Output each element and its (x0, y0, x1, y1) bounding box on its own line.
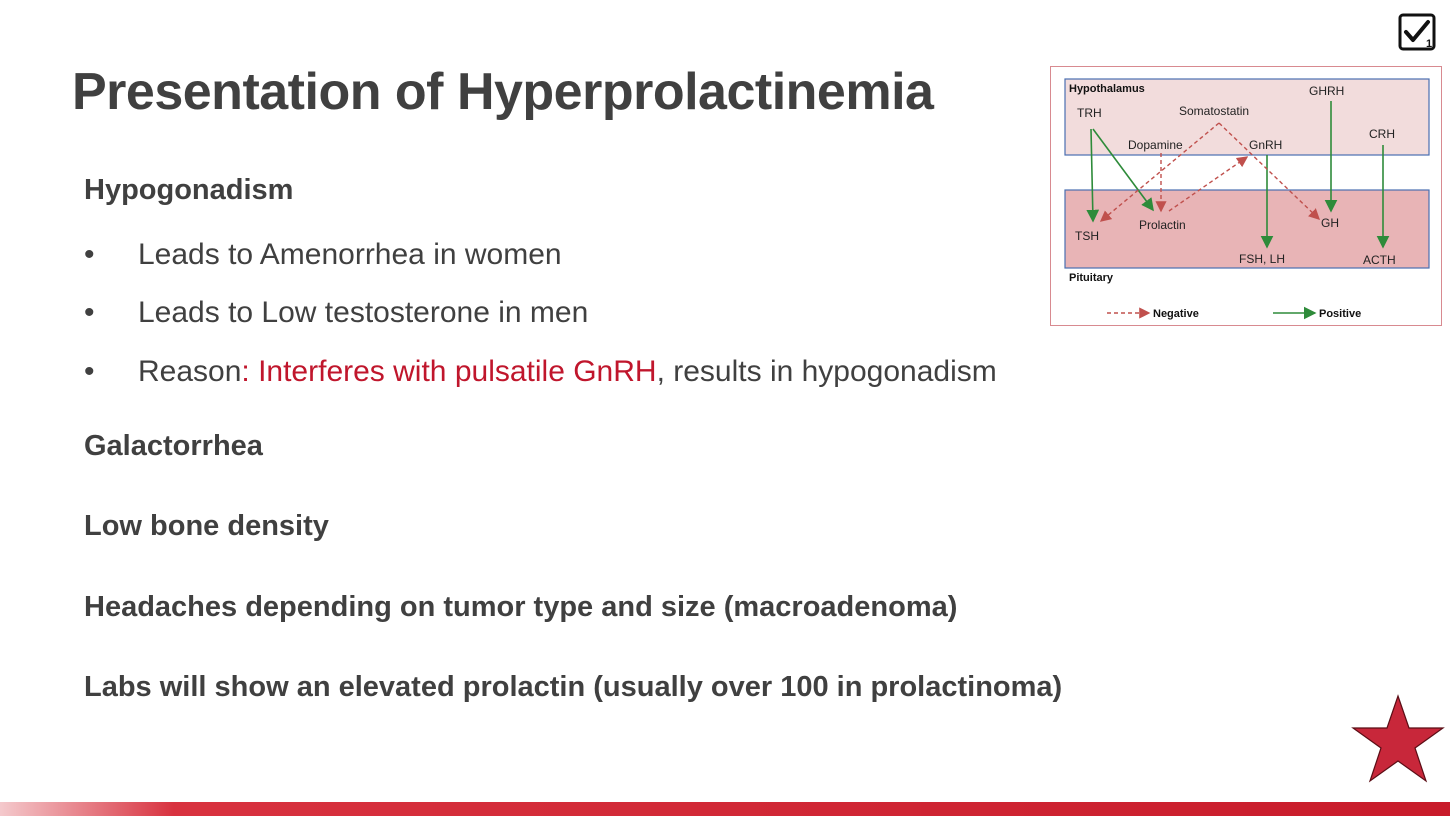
legend-positive-label: Positive (1319, 308, 1362, 320)
bullet-marker: • (84, 355, 95, 388)
pituitary-label: Pituitary (1069, 272, 1114, 284)
bullet-reason (84, 355, 997, 389)
somatostatin-label: Somatostatin (1179, 104, 1250, 118)
fsh-lh-label: FSH, LH (1239, 252, 1286, 266)
heading-labs: Labs will show an elevated prolactin (usually over 100 in prolactinoma) (84, 671, 1063, 703)
legend-negative-label: Negative (1153, 308, 1199, 320)
heading-hypogonadism: Hypogonadism (84, 174, 294, 206)
tsh-label: TSH (1075, 229, 1099, 243)
reason-suffix: , results in hypogonadism (656, 355, 997, 388)
gh-label: GH (1321, 216, 1339, 230)
bottom-accent-bar (0, 802, 1450, 816)
bullet-text: Leads to Low testosterone in men (138, 296, 589, 329)
trh-label: TRH (1077, 106, 1102, 120)
page-title: Presentation of Hyperprolactinemia (72, 63, 934, 121)
svg-text:1: 1 (1426, 38, 1433, 50)
bullet-amenorrhea (84, 238, 562, 272)
hypothalamus-label: Hypothalamus (1069, 83, 1145, 95)
acth-label: ACTH (1363, 253, 1396, 267)
reason-highlight: : Interferes with pulsatile GnRH (241, 355, 657, 388)
dopamine-label: Dopamine (1128, 138, 1183, 152)
prolactin-label: Prolactin (1139, 218, 1186, 232)
hormone-diagram (1050, 66, 1442, 326)
bullet-marker: • (84, 296, 95, 329)
heading-headaches: Headaches depending on tumor type and size (macroadenoma) (84, 591, 958, 623)
ghrh-label: GHRH (1309, 84, 1345, 98)
gnrh-label: GnRH (1249, 138, 1283, 152)
reason-prefix: Reason (138, 355, 242, 388)
checkbox-icon (1398, 13, 1436, 51)
heading-bone-density: Low bone density (84, 510, 329, 542)
crh-label: CRH (1369, 127, 1395, 141)
star-icon (1351, 694, 1445, 784)
bullet-marker: • (84, 238, 95, 271)
heading-galactorrhea: Galactorrhea (84, 430, 263, 462)
bullet-text: Leads to Amenorrhea in women (138, 238, 562, 271)
bullet-low-testosterone (84, 296, 588, 330)
bullet-text (138, 355, 997, 389)
